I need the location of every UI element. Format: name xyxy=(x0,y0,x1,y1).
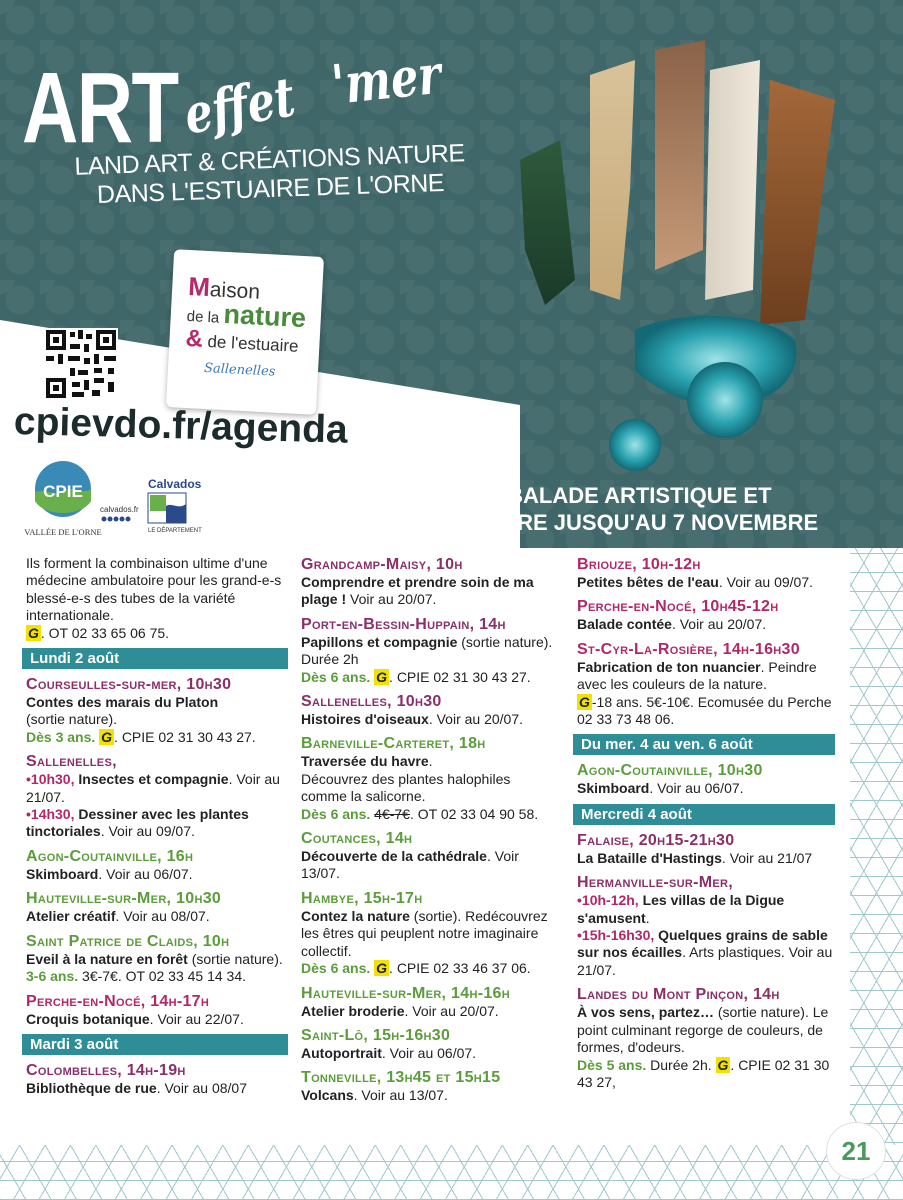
event-contact: . CPIE 02 31 30 43 27. xyxy=(389,668,531,685)
decorative-pattern-bottom xyxy=(0,1145,903,1200)
event-ref: . Voir au 20/07. xyxy=(404,1002,499,1019)
calvados-logo-url: calvados.fr xyxy=(100,505,139,514)
event-place: Hauteville-sur-Mer, 14h-16h xyxy=(301,984,510,1002)
agenda-column-2 xyxy=(301,555,559,1111)
event-age: 3-6 ans. xyxy=(26,968,79,985)
event-ref: . Voir au 21/07. xyxy=(26,771,280,805)
event-place: Barneville-Carteret, 18h xyxy=(301,735,486,753)
qr-code-icon[interactable] xyxy=(44,328,118,400)
event-ref: . Voir au 06/07. xyxy=(381,1044,477,1061)
subtitle-line-2: DANS L'ESTUAIRE DE L'ORNE xyxy=(96,168,445,210)
event-title: Les villas de la Digue s'amusent xyxy=(577,892,785,926)
event-title: Skimboard xyxy=(26,865,99,882)
event-hermanville xyxy=(577,873,835,979)
maison-nature-logo xyxy=(166,249,324,415)
event-grandcamp xyxy=(301,555,559,609)
logo-ampersand: & xyxy=(184,324,204,353)
event-price: 4€-7€ xyxy=(374,805,410,822)
event-sallenelles xyxy=(26,752,284,841)
event-agon-coutainville xyxy=(577,761,835,797)
event-place: Hambye, 15h-17h xyxy=(301,889,423,907)
event-ref: . Voir au 08/07. xyxy=(115,908,210,925)
event-title: Traversée du havre xyxy=(301,753,429,770)
event-title: Découverte de la cathédrale xyxy=(301,848,487,865)
cpie-logo-text: CPIE xyxy=(43,482,83,501)
cpie-logo xyxy=(24,457,102,541)
event-place: Tonneville, 13h45 et 15h15 xyxy=(301,1069,501,1087)
event-place: Coutances, 14h xyxy=(301,830,413,848)
event-contact: . CPIE 02 31 30 43 27, xyxy=(577,1056,830,1090)
logo-estuaire: de l'estuaire xyxy=(202,331,300,356)
exposition-line-1: EXPOSITION, BALADE ARTISTIQUE ET xyxy=(360,483,772,508)
event-time: •14h30, xyxy=(26,806,75,823)
event-contact: 3€-7€. OT 02 33 45 14 34. xyxy=(78,968,247,985)
intro-entry xyxy=(26,555,284,642)
exposition-headline xyxy=(236,482,896,536)
event-ref: . xyxy=(645,909,650,926)
decorative-pattern-right xyxy=(850,548,903,1200)
event-time: •15h-16h30, xyxy=(577,927,655,944)
free-badge: G xyxy=(376,668,388,685)
header-banner xyxy=(0,0,903,548)
event-place: Sallenelles, xyxy=(26,753,117,771)
event-place: Perche-en-Nocé, 14h-17h xyxy=(26,992,210,1010)
event-place: Sallenelles, 10h30 xyxy=(301,693,442,711)
event-hauteville xyxy=(26,889,284,925)
event-title: Petites bêtes de l'eau xyxy=(577,574,719,590)
page-number: 21 xyxy=(827,1123,885,1179)
event-courseulles xyxy=(26,675,284,746)
land-art-hand-image xyxy=(505,40,885,490)
event-title: Contes des marais du Platon xyxy=(26,694,219,711)
event-age: Dès 6 ans. xyxy=(301,668,371,685)
event-title: Bibliothèque de rue xyxy=(26,1079,157,1096)
event-title: Insectes et compagnie xyxy=(78,771,229,788)
title-mer: 'mer xyxy=(328,41,444,117)
event-desc: Découvrez des plantes halophiles comme la salicorne. xyxy=(301,770,511,805)
event-perche-en-noce xyxy=(577,597,835,633)
exposition-line-2: ANIMATIONS NATURE JUSQU'AU 7 NOVEMBRE xyxy=(313,510,819,535)
event-ref: . Voir au 21/07 xyxy=(721,849,813,866)
day-header-mer-4-ven-6-aout: Du mer. 4 au ven. 6 août xyxy=(573,734,835,755)
free-badge: G xyxy=(28,624,39,641)
agenda-column-1 xyxy=(26,555,284,1103)
event-title: À vos sens, partez… xyxy=(577,1004,714,1021)
event-place: Agon-Coutainville, 16h xyxy=(26,847,194,865)
calvados-logo-name: Calvados xyxy=(148,477,202,491)
free-badge: G xyxy=(717,1056,729,1073)
event-title: Autoportrait xyxy=(301,1044,382,1061)
event-ref: . Voir au 13/07. xyxy=(353,1087,448,1104)
event-desc: (sortie nature). Durée 2h xyxy=(301,633,553,668)
free-badge: G xyxy=(101,728,113,745)
event-desc: (sortie nature). Le point culminant regorge de couleurs, de formes, d'odeurs. xyxy=(577,1004,829,1056)
event-place: Port-en-Bessin-Huppain, 14h xyxy=(301,615,506,633)
event-falaise xyxy=(577,831,835,867)
event-st-cyr xyxy=(577,640,835,729)
intro-contact: . OT 02 33 65 06 75. xyxy=(40,624,170,641)
event-age: Dès 3 ans. xyxy=(26,728,96,745)
cpie-logo-subtext: VALLÉE DE L'ORNE xyxy=(24,527,102,537)
event-place: Saint Patrice de Claids, 10h xyxy=(26,932,230,950)
event-ref: . Voir 13/07. xyxy=(301,848,519,882)
logo-nature: nature xyxy=(222,298,307,334)
event-title: Atelier créatif xyxy=(26,908,116,925)
event-hauteville xyxy=(301,984,559,1020)
event-title: Volcans xyxy=(301,1087,354,1104)
day-header-lundi-2-aout: Lundi 2 août xyxy=(22,648,288,669)
event-place: Hauteville-sur-Mer, 10h30 xyxy=(26,890,222,908)
event-port-en-bessin xyxy=(301,615,559,686)
logo-aison: aison xyxy=(209,278,261,304)
event-age: Dès 6 ans. xyxy=(301,960,371,977)
event-desc: (sortie). Redécouvrez les êtres qui peuplent notre imaginaire collectif. xyxy=(301,907,548,959)
event-ref: . Voir au 22/07. xyxy=(149,1010,244,1027)
event-place: Colombelles, 14h-19h xyxy=(26,1061,186,1079)
event-ref: . Voir au 06/07. xyxy=(649,780,744,797)
subtitle-line-1: LAND ART & CRÉATIONS NATURE xyxy=(73,139,465,181)
day-header-mercredi-4-aout: Mercredi 4 août xyxy=(573,804,835,825)
event-desc: (sortie nature). xyxy=(26,711,118,728)
event-title: Atelier broderie xyxy=(301,1002,405,1019)
event-duration: Durée 2h. xyxy=(646,1056,716,1073)
event-place: Perche-en-Nocé, 10h45-12h xyxy=(577,598,779,616)
title-effet: effet xyxy=(179,64,300,147)
event-contact: -18 ans. 5€-10€. Ecomusée du Perche 02 33 73 48 06. xyxy=(577,693,832,728)
event-title: Histoires d'oiseaux xyxy=(301,711,429,728)
day-header-mardi-3-aout: Mardi 3 août xyxy=(22,1034,288,1055)
event-place: Saint-Lô, 15h-16h30 xyxy=(301,1026,451,1044)
event-agon-coutainville xyxy=(26,847,284,883)
calvados-logo xyxy=(100,476,218,536)
event-title: Papillons et compagnie xyxy=(301,633,458,650)
event-place: Landes du Mont Pinçon, 14h xyxy=(577,986,780,1004)
event-saint-lo xyxy=(301,1026,559,1062)
free-badge: G xyxy=(579,693,590,710)
event-landes-mont-pincon xyxy=(577,985,835,1091)
event-colombelles xyxy=(26,1061,284,1097)
event-title: Skimboard xyxy=(577,780,650,797)
event-place: Hermanville-sur-Mer, xyxy=(577,874,733,892)
event-desc: . Peindre avec les couleurs de la nature. xyxy=(577,658,817,693)
event-title: Croquis botanique xyxy=(26,1010,150,1027)
event-barneville: Barneville-Carteret, 18h Traversée du havre. Découvrez des plantes halophiles comme la salicorne. Dès 6 ans. 4€-7€. OT 02 33 04 90 58. xyxy=(301,734,559,823)
social-icons xyxy=(102,517,131,522)
event-title: La Bataille d'Hastings xyxy=(577,849,722,866)
event-age: Dès 6 ans. xyxy=(301,805,371,822)
free-badge: G xyxy=(376,960,388,977)
intro-text: Ils forment la combinaison ultime d'une médecine ambulatoire pour les grand-e-s blessé-e-s des tubes de la variété internationale. xyxy=(26,555,282,624)
event-time: •10h-12h, xyxy=(577,892,639,909)
event-ref: Voir au 20/07. xyxy=(346,591,437,608)
event-ref: . Voir au 06/07. xyxy=(98,865,193,882)
event-tonneville xyxy=(301,1068,559,1104)
event-place: Courseulles-sur-mer, 10h30 xyxy=(26,676,232,694)
event-sallenelles xyxy=(301,692,559,728)
event-ref: . Voir au 08/07 xyxy=(156,1079,247,1096)
event-title: Contez la nature xyxy=(301,907,410,924)
logo-de-la: de la xyxy=(186,307,220,327)
event-title: Fabrication de ton nuancier xyxy=(577,658,761,675)
event-briouze xyxy=(577,555,835,591)
agenda-url[interactable]: cpievdo.fr/agenda xyxy=(13,400,349,452)
event-coutances xyxy=(301,829,559,883)
event-contact: . CPIE 02 33 46 37 06. xyxy=(389,960,531,977)
event-place: Grandcamp-Maisy, 10h xyxy=(301,556,463,573)
title-art: ART xyxy=(22,52,178,164)
event-age: Dès 5 ans. xyxy=(577,1056,647,1073)
event-ref: . Voir au 09/07. xyxy=(718,574,814,590)
event-contact: . CPIE 02 31 30 43 27. xyxy=(114,728,256,745)
calvados-logo-dept: LE DÉPARTEMENT xyxy=(148,528,202,534)
event-place: Briouze, 10h-12h xyxy=(577,556,701,573)
event-hambye xyxy=(301,889,559,978)
event-ref: . Voir au 20/07. xyxy=(428,711,524,728)
agenda-column-3 xyxy=(577,555,835,1097)
event-place: Falaise, 20h15-21h30 xyxy=(577,831,735,849)
logo-sallenelles: Sallenelles xyxy=(203,360,276,380)
event-perche-en-noce xyxy=(26,992,284,1028)
event-desc: (sortie nature). xyxy=(187,950,283,967)
logo-m: M xyxy=(187,270,211,303)
event-title: Quelques grains de sable sur nos écailles xyxy=(577,927,828,961)
event-ref: . Voir au 20/07. xyxy=(671,616,767,633)
event-place: Agon-Coutainville, 10h30 xyxy=(577,762,763,780)
event-time: •10h30, xyxy=(26,771,75,788)
event-title: Comprendre et prendre soin de ma plage ! xyxy=(301,574,534,608)
event-place: St-Cyr-La-Rosière, 14h-16h30 xyxy=(577,640,800,658)
event-saint-patrice xyxy=(26,932,284,986)
event-title: Dessiner avec les plantes tinctoriales xyxy=(26,806,249,840)
event-ref: . Voir au 09/07. xyxy=(100,823,195,840)
event-title: Eveil à la nature en forêt xyxy=(26,950,188,967)
event-ref: . Arts plastiques. Voir au 21/07. xyxy=(577,944,833,978)
event-contact: . OT 02 33 04 90 58. xyxy=(409,805,539,822)
event-title: Balade contée xyxy=(577,616,672,633)
